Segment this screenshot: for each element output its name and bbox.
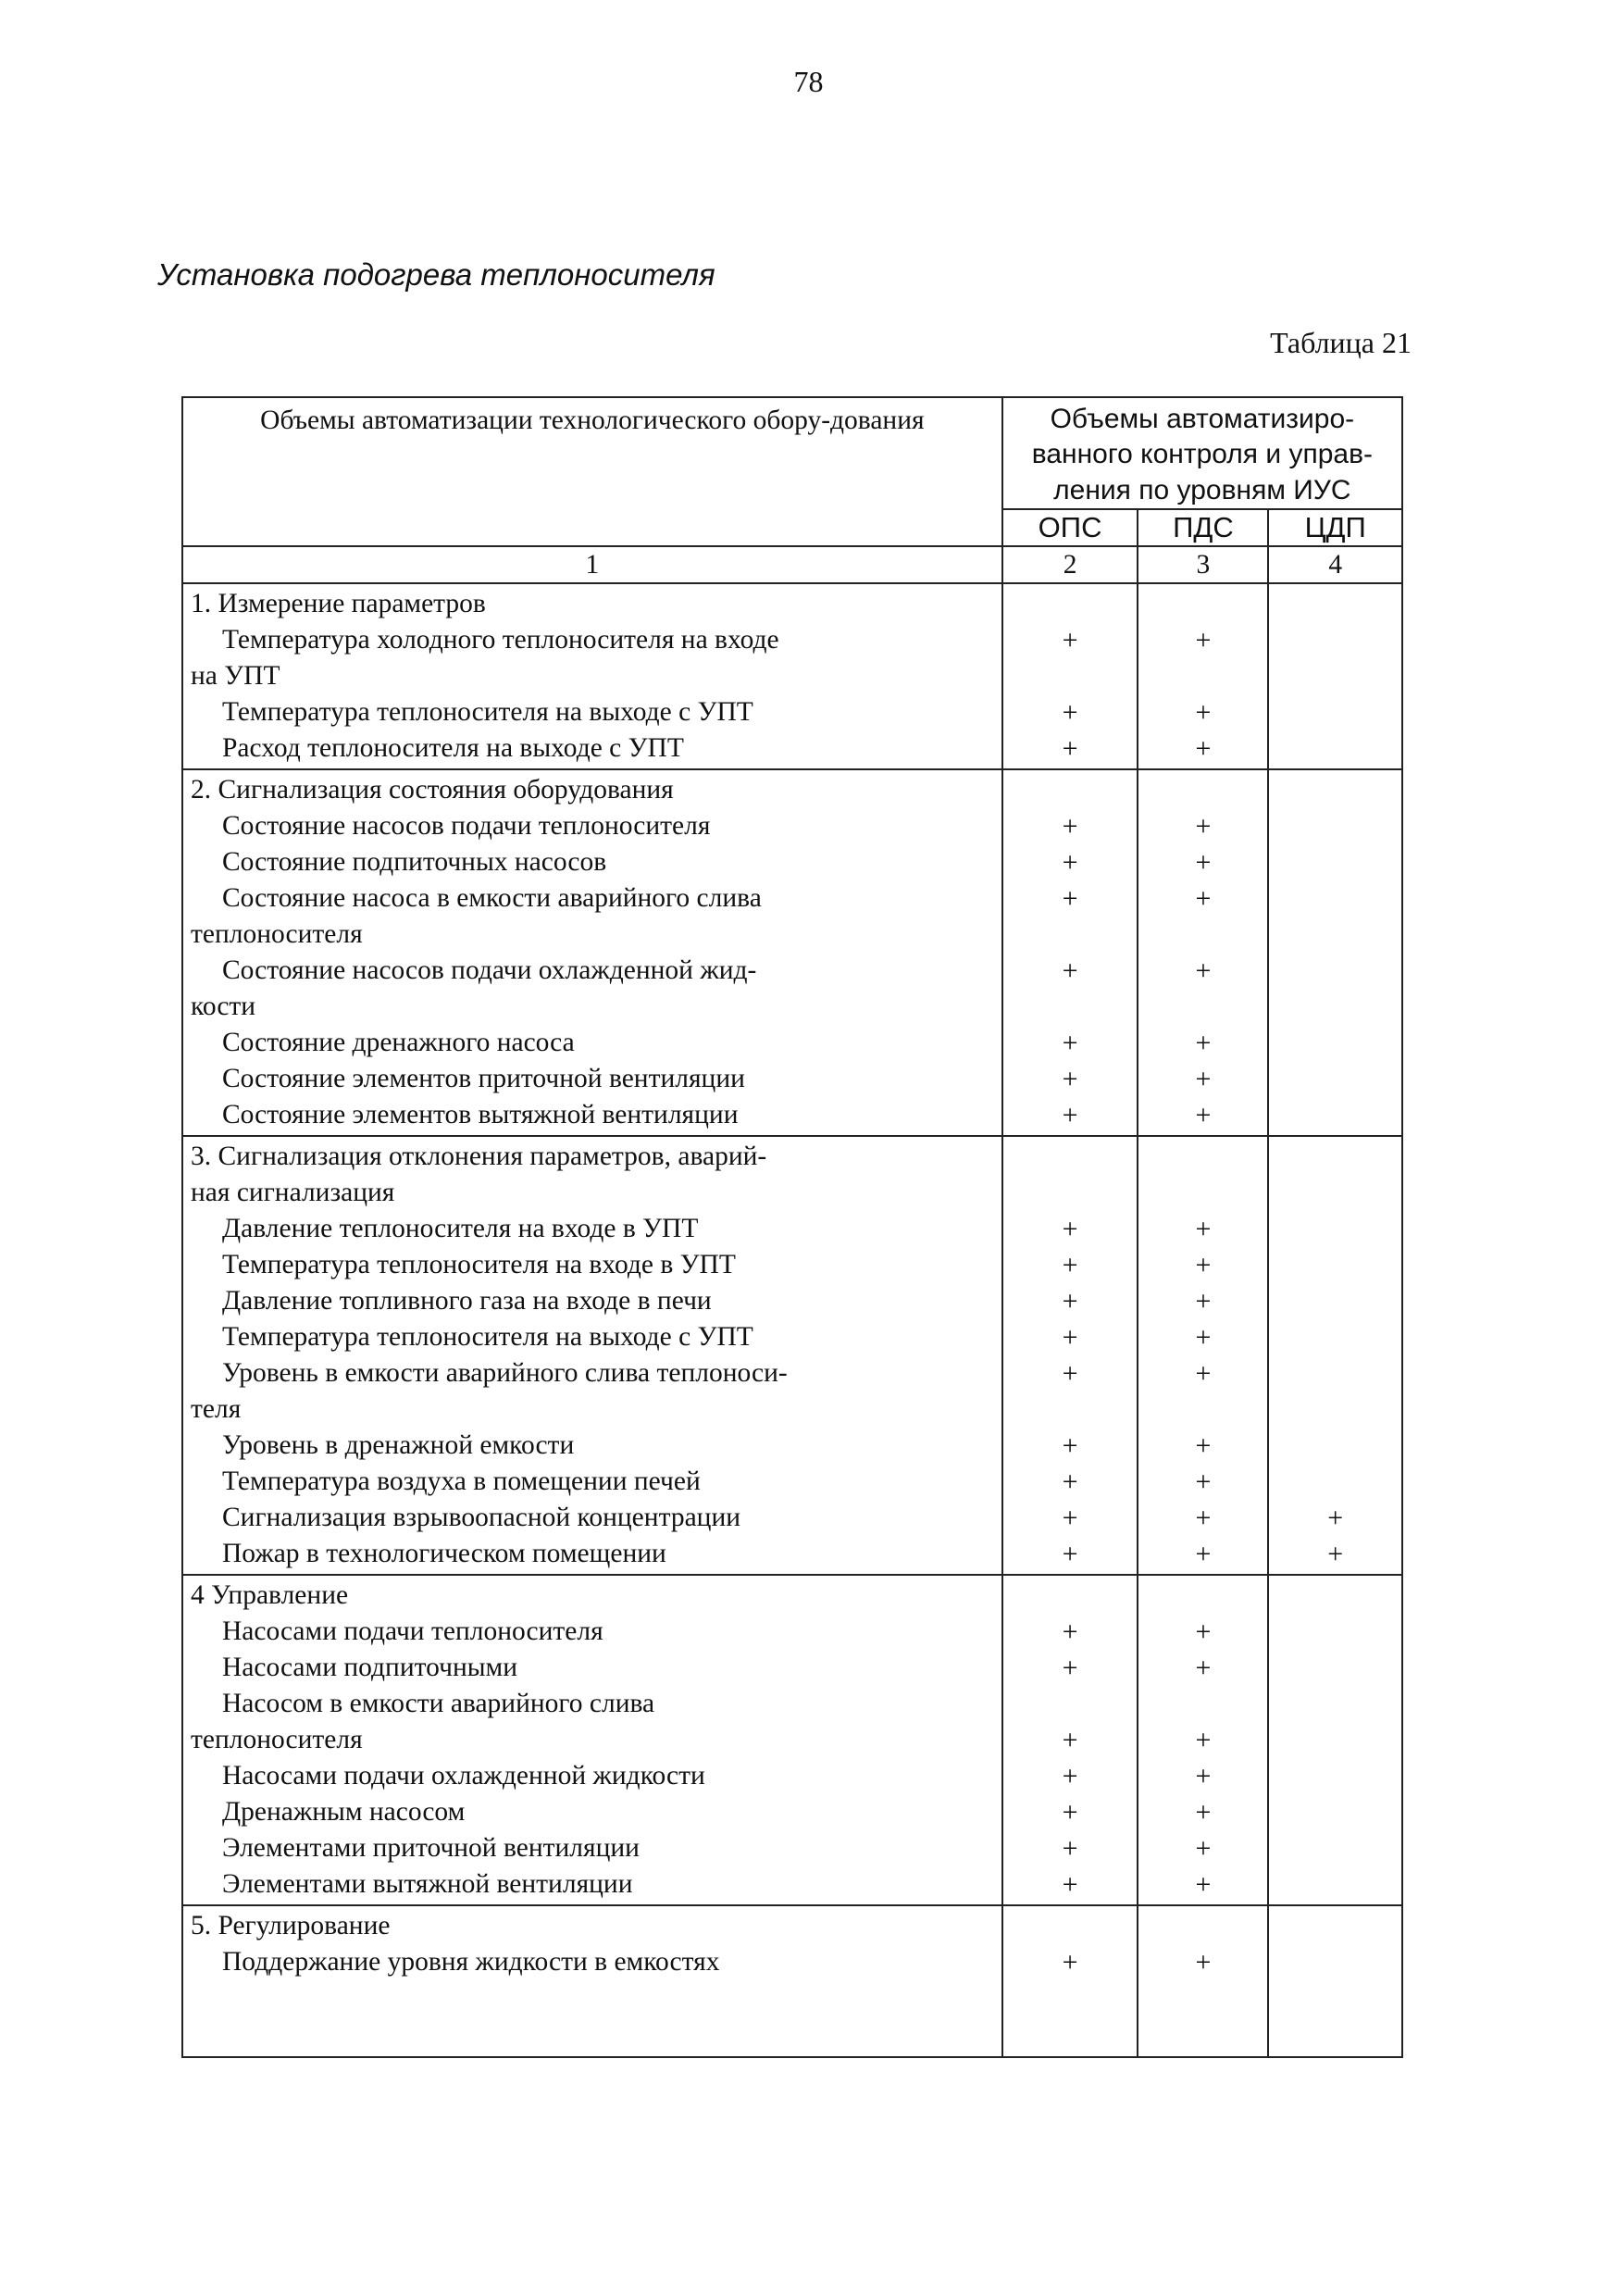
section-3	[182, 1136, 1402, 1575]
row-text: Давление топливного газа на входе в печи	[222, 1286, 712, 1316]
row-text: Давление теплоносителя на входе в УПТ	[222, 1214, 699, 1244]
empty-mark	[1138, 772, 1267, 808]
section-title: 5. Регулирование	[191, 1911, 391, 1941]
empty-mark	[1269, 1578, 1401, 1614]
status-mark: +	[1062, 1358, 1078, 1390]
section-4-col-4	[1268, 1575, 1402, 1905]
empty-mark	[1003, 1391, 1138, 1428]
status-mark	[1269, 1355, 1401, 1391]
status-mark: +	[1195, 1653, 1212, 1684]
table-bottom-space	[1269, 1980, 1401, 2054]
column-number-1: 1	[182, 546, 1002, 583]
row-text: Состояние подпиточных насосов	[222, 847, 607, 878]
section-title: 1. Измерение параметров	[191, 589, 486, 619]
empty-mark	[1138, 917, 1267, 953]
status-mark	[1269, 1283, 1401, 1319]
section-2-col-4	[1268, 769, 1402, 1136]
status-mark: +	[1195, 883, 1212, 915]
empty-mark	[1138, 1139, 1267, 1175]
status-mark: +	[1195, 1466, 1212, 1498]
row-text: Температура теплоносителя на выходе с УПТ	[222, 697, 753, 728]
row-text: Состояние насосов подачи охлажденной жид-	[222, 955, 757, 986]
section-1-col-4	[1268, 583, 1402, 769]
row-text: Уровень в дренажной емкости	[222, 1430, 575, 1461]
status-mark	[1269, 1758, 1401, 1794]
status-mark: +	[1062, 625, 1078, 656]
row-text: Насосами подачи теплоносителя	[222, 1616, 603, 1647]
status-mark: +	[1195, 847, 1212, 879]
section-title-continued: ная сигнализация	[191, 1178, 395, 1208]
empty-mark	[1269, 989, 1401, 1025]
status-mark	[1269, 1211, 1401, 1247]
section-3-col-4	[1268, 1136, 1402, 1575]
section-3-col-1	[182, 1136, 1002, 1575]
status-mark: +	[1195, 1286, 1212, 1317]
row-text: теплоносителя	[191, 919, 363, 950]
status-mark: +	[1195, 1869, 1212, 1901]
status-mark: +	[1195, 697, 1212, 729]
row-text: теплоносителя	[191, 1725, 363, 1755]
column-number-2: 2	[1002, 546, 1138, 583]
status-mark: +	[1195, 1503, 1212, 1534]
status-mark: +	[1195, 1616, 1212, 1648]
status-mark: +	[1195, 1797, 1212, 1828]
status-mark	[1269, 1319, 1401, 1355]
status-mark: +	[1062, 1064, 1078, 1095]
row-text: Насосами подачи охлажденной жидкости	[222, 1761, 705, 1791]
status-mark: +	[1062, 1761, 1078, 1792]
status-mark: +	[1327, 1539, 1344, 1570]
column-number-4: 4	[1268, 546, 1402, 583]
level-ops: ОПС	[1002, 509, 1138, 546]
section-4-col-1	[182, 1575, 1002, 1905]
empty-mark	[1138, 1175, 1267, 1211]
status-mark: +	[1062, 1286, 1078, 1317]
empty-mark	[1269, 586, 1401, 622]
header-control-levels: Объемы автоматизиро-ванного контроля и управ-ления по уровням ИУС	[1002, 397, 1402, 509]
empty-mark	[1138, 1391, 1267, 1428]
section-5	[182, 1905, 1402, 2057]
status-mark: +	[1062, 1322, 1078, 1354]
status-mark: +	[1195, 1214, 1212, 1245]
status-mark: +	[1195, 1100, 1212, 1131]
row-text: Температура теплоносителя на выходе с УПТ	[222, 1322, 753, 1353]
row-text: Уровень в емкости аварийного слива теплоноси-	[222, 1358, 788, 1389]
empty-mark	[1003, 1908, 1138, 1944]
row-text: Состояние насоса в емкости аварийного слива	[222, 883, 762, 914]
row-text: Состояние элементов приточной вентиляции	[222, 1064, 745, 1094]
page-number: 78	[793, 65, 824, 98]
status-mark: +	[1195, 1725, 1212, 1756]
status-mark: +	[1062, 1797, 1078, 1828]
row-text: Расход теплоносителя на выходе с УПТ	[222, 733, 684, 764]
empty-mark	[1138, 1686, 1267, 1722]
empty-mark	[1003, 658, 1138, 694]
empty-mark	[1138, 586, 1267, 622]
status-mark	[1269, 880, 1401, 917]
status-mark: +	[1062, 1100, 1078, 1131]
section-2	[182, 769, 1402, 1136]
section-title: 4 Управление	[191, 1580, 349, 1611]
section-2-col-1	[182, 769, 1002, 1136]
status-mark: +	[1062, 1869, 1078, 1901]
status-mark: +	[1195, 811, 1212, 842]
row-text: Состояние элементов вытяжной вентиляции	[222, 1100, 739, 1130]
status-mark: +	[1062, 955, 1078, 987]
status-mark: +	[1195, 1833, 1212, 1865]
section-3-col-3	[1138, 1136, 1268, 1575]
status-mark: +	[1195, 625, 1212, 656]
status-mark: +	[1195, 1064, 1212, 1095]
status-mark: +	[1062, 847, 1078, 879]
section-4-col-3	[1138, 1575, 1268, 1905]
section-5-col-2	[1002, 1905, 1138, 2057]
column-number-3: 3	[1138, 546, 1268, 583]
empty-mark	[1003, 1175, 1138, 1211]
table-bottom-space	[1003, 1980, 1138, 2054]
status-mark: +	[1062, 1725, 1078, 1756]
empty-mark	[1269, 658, 1401, 694]
status-mark: +	[1062, 1947, 1078, 1978]
status-mark	[1269, 730, 1401, 767]
empty-mark	[1003, 1578, 1138, 1614]
empty-mark	[1138, 989, 1267, 1025]
status-mark	[1269, 622, 1401, 658]
status-mark: +	[1195, 1250, 1212, 1281]
status-mark: +	[1327, 1503, 1344, 1534]
section-1-col-1	[182, 583, 1002, 769]
status-mark	[1269, 1866, 1401, 1903]
empty-mark	[1003, 772, 1138, 808]
status-mark	[1269, 1830, 1401, 1866]
status-mark: +	[1195, 955, 1212, 987]
section-3-col-2	[1002, 1136, 1138, 1575]
empty-mark	[1269, 917, 1401, 953]
empty-mark	[1138, 658, 1267, 694]
status-mark: +	[1062, 1214, 1078, 1245]
empty-mark	[1138, 1908, 1267, 1944]
section-4	[182, 1575, 1402, 1905]
row-text: Элементами вытяжной вентиляции	[222, 1869, 633, 1900]
empty-mark	[1269, 1139, 1401, 1175]
status-mark: +	[1062, 1028, 1078, 1059]
section-title: 2. Сигнализация состояния оборудования	[191, 775, 674, 805]
section-5-col-4	[1268, 1905, 1402, 2057]
status-mark: +	[1062, 1833, 1078, 1865]
status-mark: +	[1062, 1466, 1078, 1498]
status-mark: +	[1062, 883, 1078, 915]
section-1-col-3	[1138, 583, 1268, 769]
status-mark	[1269, 1722, 1401, 1758]
status-mark	[1269, 694, 1401, 730]
status-mark	[1269, 1025, 1401, 1061]
row-text: Дренажным насосом	[222, 1797, 466, 1828]
table-header-row	[182, 397, 1402, 509]
status-mark	[1269, 1097, 1401, 1133]
empty-mark	[1003, 1139, 1138, 1175]
status-mark	[1269, 1464, 1401, 1500]
status-mark: +	[1195, 1539, 1212, 1570]
row-text: теля	[191, 1394, 242, 1425]
status-mark	[1269, 1614, 1401, 1650]
status-mark	[1269, 1794, 1401, 1830]
status-mark	[1269, 1061, 1401, 1097]
status-mark: +	[1062, 697, 1078, 729]
row-text: Сигнализация взрывоопасной концентрации	[222, 1503, 741, 1533]
empty-mark	[1003, 917, 1138, 953]
row-text: Насосами подпиточными	[222, 1653, 518, 1683]
status-mark	[1269, 1247, 1401, 1283]
empty-mark	[1003, 989, 1138, 1025]
row-text: Элементами приточной вентиляции	[222, 1833, 640, 1864]
empty-mark	[1269, 1686, 1401, 1722]
status-mark	[1269, 953, 1401, 989]
status-mark: +	[1062, 1539, 1078, 1570]
row-text: Температура холодного теплоносителя на входе	[222, 625, 779, 655]
section-1	[182, 583, 1402, 769]
automation-table	[181, 396, 1403, 2058]
section-5-col-3	[1138, 1905, 1268, 2057]
row-text: кости	[191, 992, 256, 1022]
row-text: Поддержание уровня жидкости в емкостях	[222, 1947, 720, 1978]
status-mark	[1269, 1944, 1401, 1980]
table-bottom-space	[1138, 1980, 1267, 2054]
empty-mark	[1138, 1578, 1267, 1614]
row-text: Температура воздуха в помещении печей	[222, 1466, 701, 1497]
status-mark	[1269, 808, 1401, 844]
section-subtitle: Установка подогрева теплоносителя	[157, 257, 715, 292]
row-text: Пожар в технологическом помещении	[222, 1539, 666, 1569]
empty-mark	[1003, 1686, 1138, 1722]
section-2-col-2	[1002, 769, 1138, 1136]
row-text: Температура теплоносителя на входе в УПТ	[222, 1250, 736, 1280]
section-1-col-2	[1002, 583, 1138, 769]
header-equipment-automation: Объемы автоматизации технологического обору-дования	[182, 397, 1002, 546]
row-text: Состояние дренажного насоса	[222, 1028, 575, 1058]
status-mark: +	[1195, 1430, 1212, 1462]
status-mark: +	[1062, 1653, 1078, 1684]
status-mark	[1269, 844, 1401, 880]
row-text: на УПТ	[191, 661, 280, 692]
status-mark	[1269, 1650, 1401, 1686]
table-label: Таблица 21	[1270, 326, 1412, 359]
table-bottom-space	[183, 1980, 1001, 2054]
status-mark: +	[1062, 733, 1078, 765]
status-mark	[1269, 1428, 1401, 1464]
status-mark: +	[1195, 1322, 1212, 1354]
status-mark: +	[1195, 733, 1212, 765]
section-title: 3. Сигнализация отклонения параметров, аварий-	[191, 1142, 767, 1172]
table-numbers-row	[182, 546, 1402, 583]
empty-mark	[1269, 772, 1401, 808]
status-mark: +	[1062, 1250, 1078, 1281]
status-mark: +	[1195, 1358, 1212, 1390]
level-tsdp: ЦДП	[1268, 509, 1402, 546]
row-text: Состояние насосов подачи теплоносителя	[222, 811, 711, 842]
status-mark: +	[1195, 1947, 1212, 1978]
empty-mark	[1269, 1391, 1401, 1428]
section-2-col-3	[1138, 769, 1268, 1136]
row-text: Насосом в емкости аварийного слива	[222, 1689, 655, 1719]
status-mark: +	[1195, 1761, 1212, 1792]
status-mark: +	[1062, 1503, 1078, 1534]
status-mark: +	[1195, 1028, 1212, 1059]
status-mark: +	[1062, 1616, 1078, 1648]
empty-mark	[1269, 1908, 1401, 1944]
empty-mark	[1003, 586, 1138, 622]
section-5-col-1	[182, 1905, 1002, 2057]
empty-mark	[1269, 1175, 1401, 1211]
section-4-col-2	[1002, 1575, 1138, 1905]
status-mark: +	[1062, 1430, 1078, 1462]
status-mark: +	[1062, 811, 1078, 842]
level-pds: ПДС	[1138, 509, 1268, 546]
